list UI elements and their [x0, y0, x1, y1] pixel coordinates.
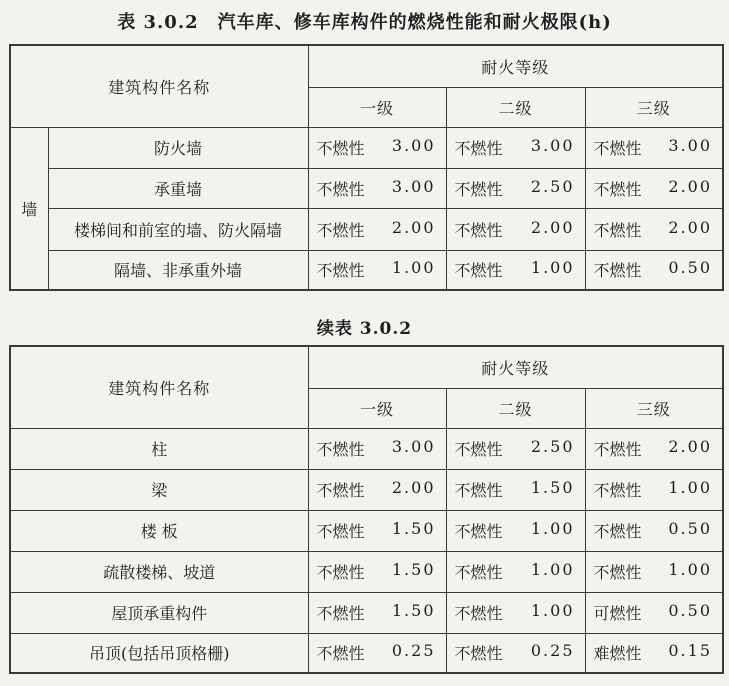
rating-cell — [446, 250, 585, 290]
fire-rating-header: 耐火等级 — [308, 346, 723, 388]
material-class: 不燃性 — [316, 261, 365, 281]
fire-limit-hours: 2.00 — [668, 217, 713, 237]
material-class: 不燃性 — [593, 440, 642, 459]
material-class: 不燃性 — [454, 220, 503, 240]
rating-cell — [585, 510, 723, 551]
fire-limit-hours: 1.50 — [391, 601, 436, 620]
fire-limit-hours: 2.00 — [391, 478, 436, 497]
component-name: 疏散楼梯、坡道 — [10, 551, 308, 592]
fire-limit-hours: 2.50 — [530, 176, 575, 196]
grade-1-header: 一级 — [308, 87, 446, 127]
component-name: 楼梯间和前室的墙、防火隔墙 — [48, 208, 308, 250]
rating-cell — [308, 510, 446, 551]
material-class: 不燃性 — [454, 604, 503, 623]
component-name: 吊顶(包括吊顶格栅) — [10, 633, 308, 673]
fire-limit-hours: 3.00 — [530, 136, 575, 155]
material-class: 不燃性 — [316, 644, 365, 664]
material-class: 不燃性 — [316, 179, 365, 199]
table-row — [10, 168, 723, 208]
fire-rating-table — [9, 44, 724, 291]
fire-limit-hours: 1.00 — [530, 258, 575, 278]
material-class: 不燃性 — [593, 481, 642, 500]
rating-cell — [446, 168, 585, 208]
rating-cell — [446, 208, 585, 250]
material-class: 不燃性 — [316, 139, 365, 158]
fire-limit-hours: 1.50 — [391, 560, 436, 579]
material-class: 不燃性 — [454, 644, 503, 664]
fire-rating-table-continued — [9, 345, 724, 674]
fire-limit-hours: 0.50 — [668, 601, 712, 620]
table-row — [10, 127, 723, 168]
grade-3-header: 三级 — [585, 388, 723, 428]
fire-limit-hours: 2.50 — [530, 437, 575, 456]
rating-cell — [585, 250, 723, 290]
fire-limit-hours: 2.00 — [668, 176, 713, 196]
rating-cell — [308, 250, 446, 290]
rating-cell — [585, 592, 723, 633]
wall-group-label: 墙 — [10, 127, 48, 290]
fire-limit-hours: 0.50 — [668, 258, 713, 278]
material-class: 不燃性 — [316, 522, 365, 541]
table-row — [10, 208, 723, 250]
rating-cell — [446, 633, 585, 673]
material-class: 不燃性 — [454, 261, 503, 281]
component-name: 防火墙 — [48, 127, 308, 168]
fire-limit-hours: 1.00 — [530, 519, 575, 538]
rating-cell — [308, 551, 446, 592]
table-row — [10, 510, 723, 551]
rating-cell — [585, 428, 723, 469]
rating-cell — [308, 592, 446, 633]
fire-limit-hours: 1.50 — [391, 519, 436, 538]
rating-cell — [308, 633, 446, 673]
grade-2-header: 二级 — [446, 87, 585, 127]
grade-2-header: 二级 — [446, 388, 585, 428]
component-name: 屋顶承重构件 — [10, 592, 308, 633]
component-name: 梁 — [10, 469, 308, 510]
table1-caption: 表 3.0.2 汽车库、修车库构件的燃烧性能和耐火极限(h) — [117, 12, 612, 33]
component-name-header: 建筑构件名称 — [10, 45, 308, 127]
material-class: 不燃性 — [316, 481, 365, 500]
table-row — [10, 633, 723, 673]
component-name: 柱 — [10, 428, 308, 469]
fire-rating-header: 耐火等级 — [308, 45, 723, 87]
rating-cell — [308, 168, 446, 208]
rating-cell — [308, 208, 446, 250]
fire-limit-hours: 1.00 — [668, 560, 712, 579]
table-row — [10, 250, 723, 290]
rating-cell — [308, 469, 446, 510]
fire-limit-hours: 3.00 — [668, 136, 713, 155]
fire-limit-hours: 1.00 — [530, 560, 575, 579]
rating-cell — [446, 510, 585, 551]
rating-cell — [446, 469, 585, 510]
fire-limit-hours: 1.50 — [530, 478, 575, 497]
rating-cell — [446, 127, 585, 168]
material-class: 不燃性 — [316, 604, 365, 623]
component-name: 楼 板 — [10, 510, 308, 551]
material-class: 不燃性 — [316, 563, 365, 582]
fire-limit-hours: 3.00 — [391, 136, 436, 155]
fire-limit-hours: 1.00 — [530, 601, 575, 620]
material-class: 难燃性 — [593, 644, 642, 664]
fire-limit-hours: 0.25 — [530, 641, 575, 661]
table2-caption: 续表 3.0.2 — [316, 319, 413, 339]
fire-limit-hours: 0.50 — [668, 519, 712, 538]
fire-limit-hours: 0.25 — [391, 641, 436, 661]
material-class: 不燃性 — [593, 179, 642, 199]
rating-cell — [585, 469, 723, 510]
fire-limit-hours: 2.00 — [530, 217, 575, 237]
material-class: 不燃性 — [593, 139, 642, 158]
material-class: 不燃性 — [316, 440, 365, 459]
material-class: 不燃性 — [454, 522, 503, 541]
fire-limit-hours: 2.00 — [668, 437, 712, 456]
material-class: 可燃性 — [593, 604, 642, 623]
rating-cell — [585, 208, 723, 250]
fire-limit-hours: 0.15 — [668, 641, 712, 661]
rating-cell — [446, 592, 585, 633]
fire-limit-hours: 3.00 — [391, 437, 436, 456]
component-name: 隔墙、非承重外墙 — [48, 250, 308, 290]
fire-limit-hours: 1.00 — [391, 258, 436, 278]
fire-limit-hours: 3.00 — [391, 176, 436, 196]
rating-cell — [308, 127, 446, 168]
material-class: 不燃性 — [454, 139, 503, 158]
rating-cell — [308, 428, 446, 469]
material-class: 不燃性 — [454, 179, 503, 199]
fire-limit-hours: 2.00 — [391, 217, 436, 237]
material-class: 不燃性 — [593, 522, 642, 541]
rating-cell — [585, 168, 723, 208]
material-class: 不燃性 — [593, 563, 642, 582]
rating-cell — [585, 551, 723, 592]
material-class: 不燃性 — [454, 481, 503, 500]
fire-limit-hours: 1.00 — [668, 478, 712, 497]
material-class: 不燃性 — [593, 261, 642, 281]
material-class: 不燃性 — [593, 220, 642, 240]
material-class: 不燃性 — [316, 220, 365, 240]
rating-cell — [446, 428, 585, 469]
table-row — [10, 551, 723, 592]
table-row — [10, 428, 723, 469]
material-class: 不燃性 — [454, 563, 503, 582]
rating-cell — [585, 127, 723, 168]
grade-1-header: 一级 — [308, 388, 446, 428]
rating-cell — [446, 551, 585, 592]
table-row — [10, 592, 723, 633]
table-row — [10, 469, 723, 510]
material-class: 不燃性 — [454, 440, 503, 459]
rating-cell — [585, 633, 723, 673]
component-name-header: 建筑构件名称 — [10, 346, 308, 428]
grade-3-header: 三级 — [585, 87, 723, 127]
component-name: 承重墙 — [48, 168, 308, 208]
